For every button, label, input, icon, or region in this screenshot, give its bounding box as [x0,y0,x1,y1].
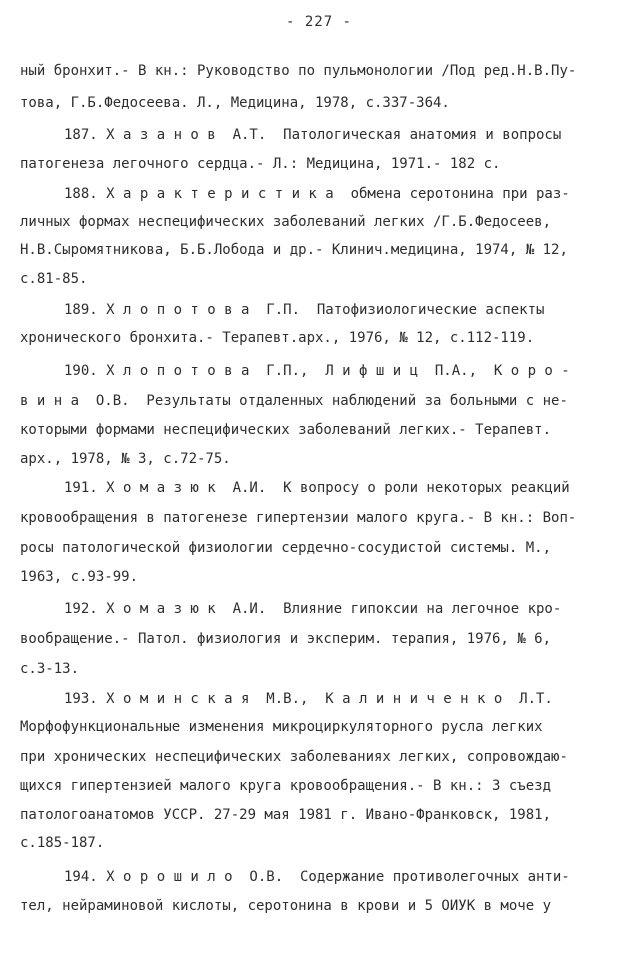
text-line: патогенеза легочного сердца.- Л.: Медицина, 1971.- 182 с. [20,156,501,172]
text-line: Морфофункциональные изменения микроциркуляторного русла легких [20,719,543,735]
text-line: арх., 1978, № 3, с.72-75. [20,451,231,467]
text-line: патологоанатомов УССР. 27-29 мая 1981 г. Ивано-Франковск, 1981, [20,807,552,823]
text-line: това, Г.Б.Федосеева. Л., Медицина, 1978, с.337-364. [20,95,450,111]
text-line: щихся гипертензией малого круга кровообращения.- В кн.: 3 съезд [20,778,552,794]
entry-188-line: 188. Х а р а к т е р и с т и к а обмена серотонина при раз- [64,186,570,202]
text-line: с.81-85. [20,271,88,287]
entry-194-line: 194. Х о р о ш и л о О.В. Содержание противолегочных анти- [64,869,570,885]
text-line: которыми формами неспецифических заболеваний легких.- Терапевт. [20,422,552,438]
text-line: хронического бронхита.- Терапевт.арх., 1976, № 12, с.112-119. [20,330,535,346]
entry-189-line: 189. Х л о п о т о в а Г.П. Патофизиологические аспекты [64,302,545,318]
page-number: - 227 - [285,14,352,30]
entry-190-line: 190. Х л о п о т о в а Г.П., Л и ф ш и ц П.А., К о р о - [64,363,570,379]
text-line: росы патологической физиологии сердечно-сосудистой системы. М., [20,540,552,556]
entry-191-line: 191. Х о м а з ю к А.И. К вопросу о роли некоторых реакций [64,480,570,496]
text-line: кровообращения в патогенезе гипертензии малого круга.- В кн.: Воп- [20,510,577,526]
text-line: ный бронхит.- В кн.: Руководство по пульмонологии /Под ред.Н.В.Пу- [20,63,577,79]
text-line: с.185-187. [20,835,105,851]
text-line: личных формах неспецифических заболеваний легких /Г.Б.Федосеев, [20,214,552,230]
entry-187-line: 187. Х а з а н о в А.Т. Патологическая анатомия и вопросы [64,127,562,143]
text-line: в и н а О.В. Результаты отдаленных наблюдений за больными с не- [20,393,568,409]
text-line: 1963, с.93-99. [20,569,139,585]
text-line: при хронических неспецифических заболеваниях легких, сопровождаю- [20,749,568,765]
text-line: Н.В.Сыромятникова, Б.Б.Лобода и др.- Клинич.медицина, 1974, № 12, [20,242,568,258]
entry-192-line: 192. Х о м а з ю к А.И. Влияние гипоксии на легочное кро- [64,601,562,617]
text-line: с.3-13. [20,661,80,677]
entry-193-line: 193. Х о м и н с к а я М.В., К а л и н и ч е н к о Л.Т. [64,691,553,707]
text-line: вообращение.- Патол. физиология и эксперим. терапия, 1976, № 6, [20,631,552,647]
text-line: тел, нейраминовой кислоты, серотонина в крови и 5 ОИУК в моче у [20,898,552,914]
